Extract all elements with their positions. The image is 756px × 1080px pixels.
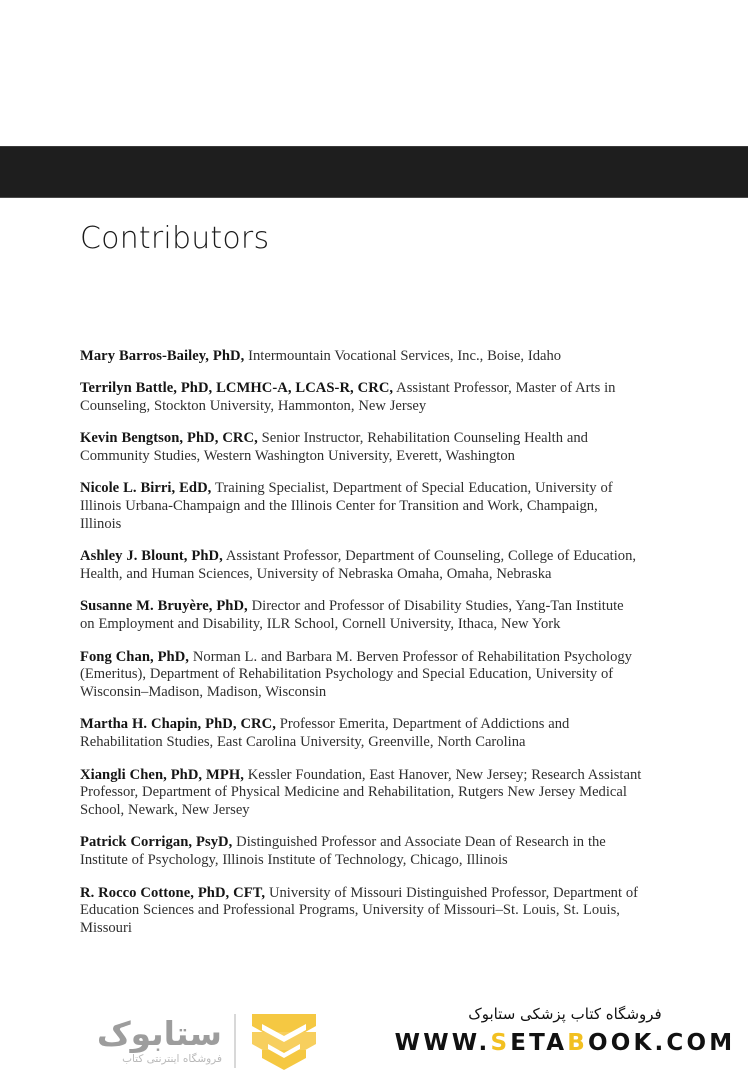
contributor-affiliation: Director and Professor of Disability Studies, Yang-Tan Institute on Employment and Disability, ILR School, Cornell University, Ithaca, New York	[80, 598, 624, 633]
logo-wordmark	[32, 1014, 230, 1065]
contributor-entry	[80, 716, 642, 752]
contributor-affiliation: Senior Instructor, Rehabilitation Counseling Health and Community Studies, Western Washington University, Everett, Washington	[80, 430, 588, 465]
logo-wordmark-main: ستابوک	[96, 1014, 222, 1053]
contributor-entry	[80, 767, 642, 820]
contributor-affiliation: Kessler Foundation, East Hanover, New Jersey; Research Assistant Professor, Department of Physical Medicine and Rehabilitation, Rutgers New Jersey Medical School, Newark, New Jersey	[80, 766, 642, 819]
logo-divider	[234, 1014, 236, 1068]
contributor-name: R. Rocco Cottone, PhD, CFT,	[80, 884, 266, 901]
contributor-entry	[80, 834, 642, 870]
contributor-name: Mary Barros-Bailey, PhD,	[80, 348, 245, 364]
contributor-affiliation: Assistant Professor, Master of Arts in Counseling, Stockton University, Hammonton, New Jersey	[80, 380, 616, 415]
contributor-name: Terrilyn Battle, PhD, LCMHC-A, LCAS-R, CRC,	[80, 380, 394, 397]
url-highlight-b: B	[567, 1029, 588, 1056]
contributor-affiliation: Distinguished Professor and Associate Dean of Research in the Institute of Psychology, Illinois Institute of Technology, Chicago, Illinois	[80, 834, 606, 869]
setabook-logo	[32, 1006, 332, 1076]
contributor-name: Martha H. Chapin, PhD, CRC,	[80, 716, 276, 733]
contributor-affiliation: Professor Emerita, Department of Addictions and Rehabilitation Studies, East Carolina University, Greenville, North Carolina	[80, 716, 570, 751]
contributor-entry	[80, 348, 642, 366]
contributors-list	[80, 348, 642, 952]
contributor-name: Susanne M. Bruyère, PhD,	[80, 598, 248, 615]
logo-wordmark-sub: فروشگاه اینترنتی کتاب	[122, 1053, 222, 1065]
chevron-logo-icon	[248, 1010, 320, 1072]
contributor-entry	[80, 380, 642, 416]
contributor-affiliation: Training Specialist, Department of Special Education, University of Illinois Urbana-Champaign and the Illinois Center for Transition and Work, Champaign, Illinois	[80, 480, 613, 533]
contributor-entry	[80, 598, 642, 634]
contributor-affiliation: Assistant Professor, Department of Counseling, College of Education, Health, and Human Sciences, University of Nebraska Omaha, Omaha, Nebraska	[80, 548, 637, 583]
contributor-entry	[80, 885, 642, 938]
chapter-band	[0, 146, 748, 198]
contributor-name: Kevin Bengtson, PhD, CRC,	[80, 430, 258, 447]
contributor-name: Fong Chan, PhD,	[80, 648, 190, 665]
url-mid: ETA	[510, 1029, 568, 1056]
watermark-text-block	[390, 1004, 740, 1056]
contributor-entry	[80, 548, 642, 584]
contributor-entry	[80, 649, 642, 702]
url-suffix: OOK.COM	[587, 1029, 736, 1056]
contributor-affiliation: University of Missouri Distinguished Professor, Department of Education Sciences and Professional Programs, University of Missouri–St. Louis, St. Louis, Missouri	[80, 884, 639, 937]
footer-watermark	[0, 998, 756, 1080]
contributor-name: Xiangli Chen, PhD, MPH,	[80, 766, 244, 783]
url-highlight-s: S	[490, 1029, 511, 1056]
contributor-name: Patrick Corrigan, PsyD,	[80, 834, 233, 851]
contributor-affiliation: Norman L. and Barbara M. Berven Professor of Rehabilitation Psychology (Emeritus), Department of Rehabilitation Psychology and Special Education, University of Wisconsin–Madison, Madison, Wisconsin	[80, 648, 632, 701]
contributor-name: Ashley J. Blount, PhD,	[80, 548, 223, 565]
url-prefix: WWW.	[394, 1029, 491, 1056]
watermark-url[interactable]	[390, 1030, 740, 1056]
watermark-tagline: فروشگاه کتاب پزشکی ستابوک	[468, 1005, 662, 1023]
page-top-margin	[0, 0, 756, 146]
contributor-affiliation: Intermountain Vocational Services, Inc., Boise, Idaho	[244, 348, 562, 364]
page-title: Contributors	[80, 221, 270, 256]
contributor-name: Nicole L. Birri, EdD,	[80, 480, 212, 497]
contributor-entry	[80, 430, 642, 466]
contributor-entry	[80, 480, 642, 533]
